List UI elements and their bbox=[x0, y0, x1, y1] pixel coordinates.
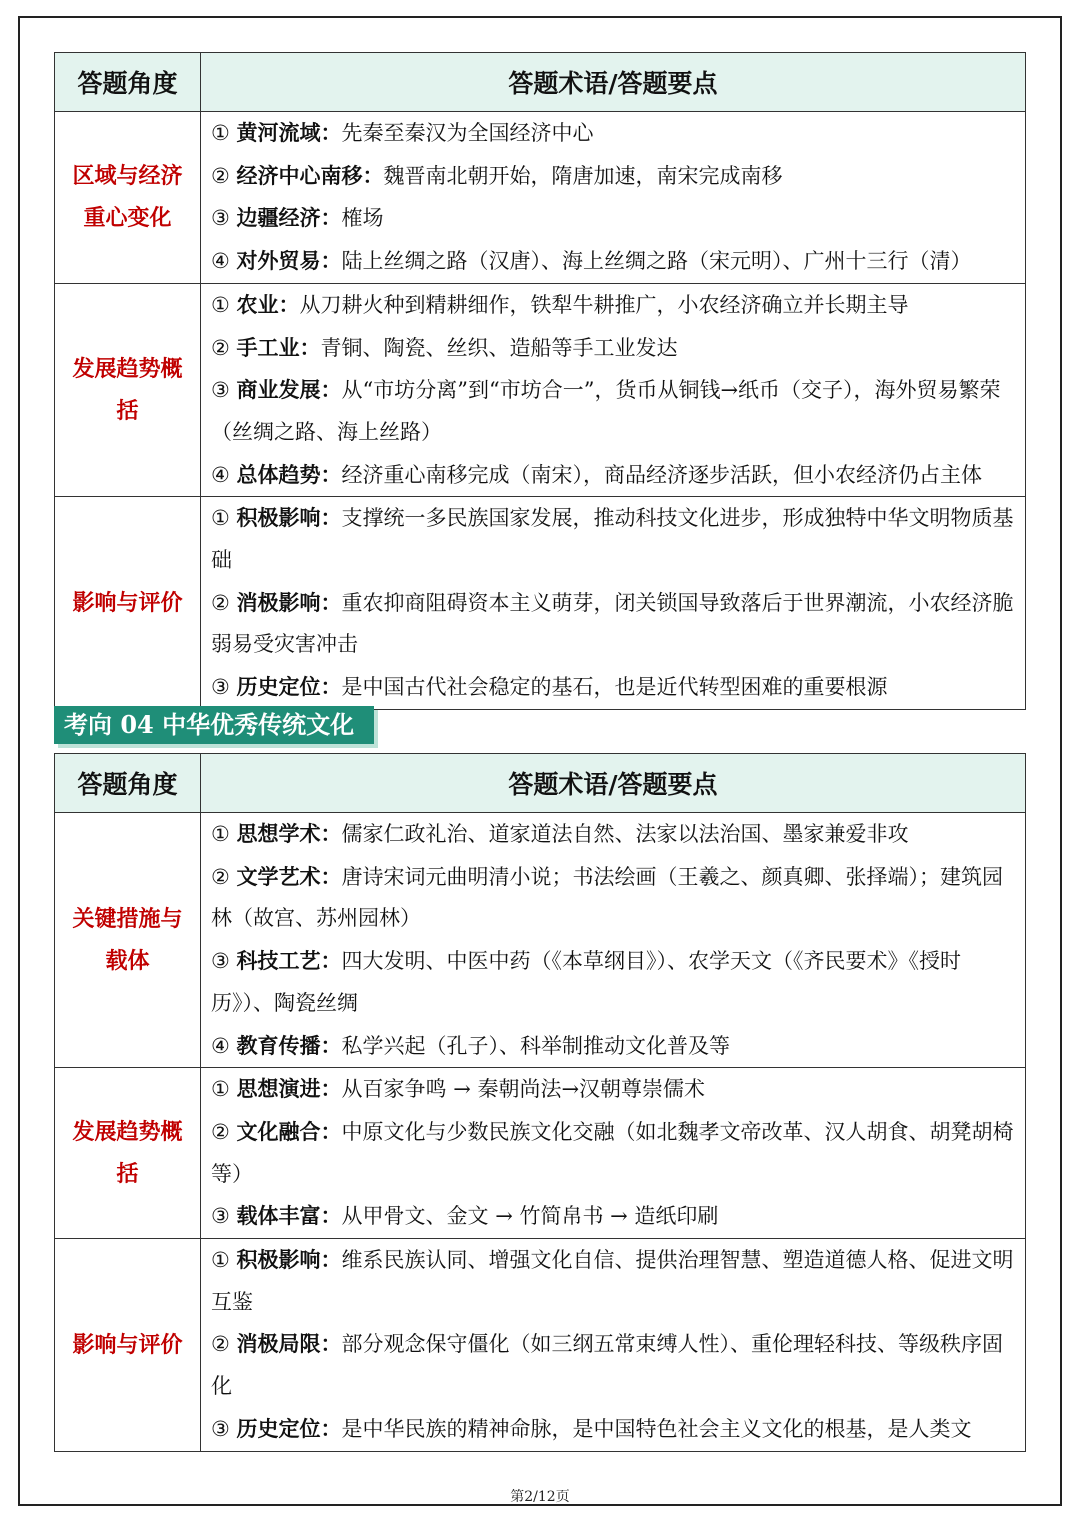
list-item: ③ 商业发展：从“市坊分离”到“市坊合一”，货币从铜钱→纸币（交子），海外贸易繁荣（丝绸之路、海上丝路） bbox=[211, 377, 1001, 444]
list-item: ② 经济中心南移：魏晋南北朝开始，隋唐加速，南宋完成南移 bbox=[211, 162, 783, 188]
section-title: 考向 04 中华优秀传统文化 bbox=[54, 706, 374, 744]
page-number: 第2/12页 bbox=[510, 1489, 570, 1505]
row-points bbox=[201, 1068, 1026, 1239]
list-item: ② 文化融合：中原文化与少数民族文化交融（如北魏孝文帝改革、汉人胡食、胡凳胡椅等） bbox=[211, 1118, 1014, 1186]
list-item: ② 文学艺术：唐诗宋词元曲明清小说；书法绘画（王羲之、颜真卿、张择端）；建筑园林（故宫、苏州园林） bbox=[211, 863, 1004, 931]
table-row bbox=[55, 283, 1026, 497]
table-row bbox=[55, 1068, 1026, 1239]
row-points bbox=[201, 497, 1026, 710]
list-item: ③ 载体丰富：从甲骨文、金文 → 竹简帛书 → 造纸印刷 bbox=[211, 1203, 719, 1229]
list-item: ③ 历史定位：是中国古代社会稳定的基石，也是近代转型困难的重要根源 bbox=[211, 674, 888, 700]
list-item: ① 思想学术：儒家仁政礼治、道家道法自然、法家以法治国、墨家兼爱非攻 bbox=[211, 821, 909, 846]
table-row bbox=[55, 497, 1026, 710]
table-header-row bbox=[55, 754, 1026, 813]
row-points bbox=[201, 112, 1026, 284]
table-row bbox=[55, 1239, 1026, 1452]
list-item: ① 黄河流域：先秦至秦汉为全国经济中心 bbox=[211, 120, 594, 145]
table-row bbox=[55, 112, 1026, 284]
list-item: ④ 对外贸易：陆上丝绸之路（汉唐）、海上丝绸之路（宋元明）、广州十三行（清） bbox=[211, 248, 972, 274]
row-points bbox=[201, 813, 1026, 1068]
list-item: ① 积极影响：维系民族认同、增强文化自信、提供治理智慧、塑造道德人格、促进文明互鉴 bbox=[211, 1247, 1014, 1314]
list-item: ① 积极影响：支撑统一多民族国家发展，推动科技文化进步，形成独特中华文明物质基础 bbox=[211, 505, 1014, 573]
row-angle: 发展趋势概括 bbox=[55, 283, 201, 497]
list-item: ② 消极影响：重农抑商阻碍资本主义萌芽，闭关锁国导致落后于世界潮流，小农经济脆弱易受灾害冲击 bbox=[211, 589, 1014, 657]
row-angle: 关键措施与载体 bbox=[55, 813, 201, 1068]
list-item: ③ 边疆经济：榷场 bbox=[211, 205, 384, 231]
table-row bbox=[55, 813, 1026, 1068]
list-item: ③ 科技工艺：四大发明、中医中药（《本草纲目》）、农学天文（《齐民要术》《授时历》）、陶瓷丝绸 bbox=[211, 948, 962, 1015]
row-points bbox=[201, 1239, 1026, 1452]
list-item: ③ 历史定位：是中华民族的精神命脉，是中国特色社会主义文化的根基，是人类文 bbox=[211, 1415, 972, 1441]
list-item: ② 消极局限：部分观念保守僵化（如三纲五常束缚人性）、重伦理轻科技、等级秩序固化 bbox=[211, 1331, 1004, 1399]
list-item: ① 农业：从刀耕火种到精耕细作，铁犁牛耕推广，小农经济确立并长期主导 bbox=[211, 291, 909, 317]
list-item: ④ 总体趋势：经济重心南移完成（南宋），商品经济逐步活跃，但小农经济仍占主体 bbox=[211, 461, 983, 487]
table-header-row bbox=[55, 53, 1026, 112]
list-item: ① 思想演进：从百家争鸣 → 秦朝尚法→汉朝尊崇儒术 bbox=[211, 1076, 706, 1102]
list-item: ② 手工业：青铜、陶瓷、丝织、造船等手工业发达 bbox=[211, 334, 678, 360]
row-angle: 区域与经济重心变化 bbox=[55, 112, 201, 284]
row-angle: 发展趋势概括 bbox=[55, 1068, 201, 1239]
answer-table-1 bbox=[54, 52, 1026, 710]
header-angle: 答题角度 bbox=[55, 53, 201, 112]
list-item: ④ 教育传播：私学兴起（孔子）、科举制推动文化普及等 bbox=[211, 1032, 731, 1058]
row-angle: 影响与评价 bbox=[55, 1239, 201, 1452]
header-points: 答题术语/答题要点 bbox=[201, 53, 1026, 112]
header-points: 答题术语/答题要点 bbox=[201, 754, 1026, 813]
row-angle: 影响与评价 bbox=[55, 497, 201, 710]
row-points bbox=[201, 283, 1026, 497]
header-angle: 答题角度 bbox=[55, 754, 201, 813]
answer-table-2 bbox=[54, 753, 1026, 1452]
